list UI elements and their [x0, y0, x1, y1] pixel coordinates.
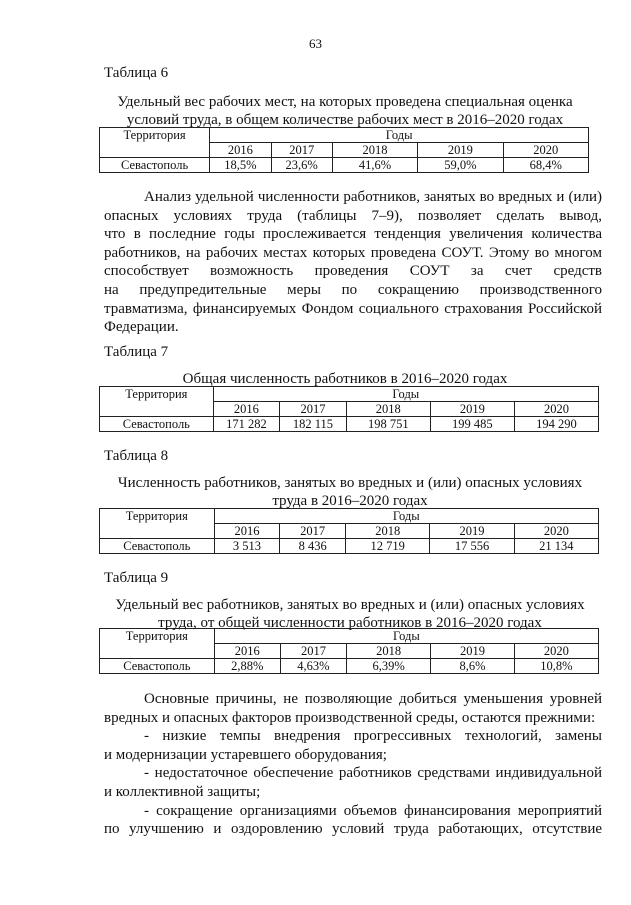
header-territory: Территория: [100, 509, 215, 539]
value-cell: 17 556: [430, 539, 514, 554]
table-row: [100, 158, 589, 173]
year-cell: 2017: [280, 524, 346, 539]
header-years: Годы: [214, 629, 598, 644]
value-cell: 3 513: [214, 539, 280, 554]
table-9-label: Таблица 9: [104, 570, 169, 586]
header-years: Годы: [210, 128, 589, 143]
value-cell: 8,6%: [431, 659, 515, 674]
value-cell: 41,6%: [332, 158, 417, 173]
year-cell: 2017: [280, 644, 346, 659]
bullet-line: - сокращение организациями объемов финансирования мероприятий: [144, 802, 602, 819]
value-cell: 198 751: [346, 417, 430, 432]
table-8-label: Таблица 8: [104, 448, 169, 464]
year-cell: 2016: [213, 402, 280, 417]
year-cell: 2020: [514, 644, 598, 659]
paragraph-reasons: [104, 690, 602, 839]
value-cell: 4,63%: [280, 659, 346, 674]
header-territory: Территория: [100, 128, 210, 158]
value-cell: 171 282: [213, 417, 280, 432]
table-8-caption-line: Численность работников, занятых во вредных и (или) опасных условиях: [117, 475, 583, 491]
paragraph-line: Основные причины, не позволяющие добиться уменьшения уровней: [144, 691, 602, 707]
year-cell: 2016: [214, 644, 280, 659]
value-cell: 2,88%: [214, 659, 280, 674]
table-row: [100, 417, 599, 432]
bullet-line: и коллективной защиты;: [104, 783, 261, 800]
table-9-caption: [100, 596, 600, 632]
bullet-line: по улучшению и оздоровлению условий труда работающих, отсутствие: [104, 821, 602, 838]
paragraph-line: что в последние годы прослеживается тенденция увеличения количества: [104, 226, 602, 243]
territory-cell: Севастополь: [100, 158, 210, 173]
table-9-caption-line: Удельный вес работников, занятых во вредных и (или) опасных условиях: [115, 597, 585, 613]
year-cell: 2020: [503, 143, 588, 158]
table-6-caption-line: условий труда, в общем количестве рабочих мест в 2016–2020 годах: [126, 112, 564, 128]
table-6-caption: [100, 93, 590, 129]
paragraph-line: опасных условиях труда (таблицы 7–9), позволяет сделать вывод,: [104, 207, 602, 224]
year-cell: 2019: [430, 402, 514, 417]
year-cell: 2020: [514, 402, 598, 417]
year-cell: 2018: [347, 644, 431, 659]
table-8-caption: [100, 474, 600, 510]
value-cell: 194 290: [514, 417, 598, 432]
bullet-line: - низкие темпы внедрения прогрессивных технологий, замены: [144, 728, 602, 745]
table-8: [99, 508, 599, 554]
paragraph-line: на предупредительные меры по сокращению производственного: [104, 281, 602, 298]
table-6-label: Таблица 6: [104, 65, 169, 81]
table-7-caption-line: Общая численность работников в 2016–2020 годах: [182, 371, 508, 387]
table-7: [99, 386, 599, 432]
value-cell: 8 436: [280, 539, 346, 554]
year-cell: 2019: [430, 524, 514, 539]
value-cell: 10,8%: [514, 659, 598, 674]
value-cell: 199 485: [430, 417, 514, 432]
header-years: Годы: [214, 509, 598, 524]
paragraph-line: травматизма, финансируемых Фондом социального страхования Российской: [104, 300, 602, 317]
territory-cell: Севастополь: [100, 539, 215, 554]
header-territory: Территория: [100, 387, 214, 417]
paragraph-line: способствует возможность проведения СОУТ за счет средств: [104, 263, 602, 280]
table-6: [99, 127, 589, 173]
page-number: 63: [309, 36, 322, 51]
value-cell: 59,0%: [418, 158, 503, 173]
year-cell: 2017: [271, 143, 332, 158]
table-header-row: [100, 509, 599, 524]
year-cell: 2016: [214, 524, 280, 539]
paragraph-line: работников, на рабочих местах которых проведена СОУТ. Этому во многом: [104, 244, 602, 261]
value-cell: 23,6%: [271, 158, 332, 173]
table-header-row: [100, 629, 599, 644]
territory-cell: Севастополь: [100, 659, 215, 674]
header-territory: Территория: [100, 629, 215, 659]
year-cell: 2020: [514, 524, 598, 539]
table-7-label: Таблица 7: [104, 344, 169, 360]
table-9-caption-line: труда, от общей численности работников в 2016–2020 годах: [158, 615, 542, 631]
year-cell: 2019: [431, 644, 515, 659]
paragraph-line: вредных и опасных факторов производственной среды, остаются прежними:: [104, 709, 596, 726]
table-row: [100, 659, 599, 674]
year-cell: 2017: [280, 402, 347, 417]
territory-cell: Севастополь: [100, 417, 214, 432]
bullet-line: - недостаточное обеспечение работников средствами индивидуальной: [144, 765, 602, 782]
paragraph-analysis: [104, 188, 602, 337]
year-cell: 2018: [346, 524, 430, 539]
value-cell: 21 134: [514, 539, 598, 554]
table-8-caption-line: труда в 2016–2020 годах: [272, 493, 428, 509]
year-cell: 2018: [346, 402, 430, 417]
value-cell: 68,4%: [503, 158, 588, 173]
year-cell: 2019: [418, 143, 503, 158]
paragraph-line: Федерации.: [104, 319, 179, 336]
value-cell: 182 115: [280, 417, 347, 432]
table-row: [100, 539, 599, 554]
value-cell: 6,39%: [347, 659, 431, 674]
table-header-row: [100, 128, 589, 143]
year-cell: 2016: [210, 143, 271, 158]
paragraph-line: Анализ удельной численности работников, занятых во вредных и (или): [144, 189, 602, 205]
table-6-caption-line: Удельный вес рабочих мест, на которых проведена специальная оценка: [117, 94, 573, 110]
value-cell: 18,5%: [210, 158, 271, 173]
table-9: [99, 628, 599, 674]
year-cell: 2018: [332, 143, 417, 158]
table-header-row: [100, 387, 599, 402]
bullet-line: и модернизации устаревшего оборудования;: [104, 746, 387, 763]
header-years: Годы: [213, 387, 598, 402]
value-cell: 12 719: [346, 539, 430, 554]
